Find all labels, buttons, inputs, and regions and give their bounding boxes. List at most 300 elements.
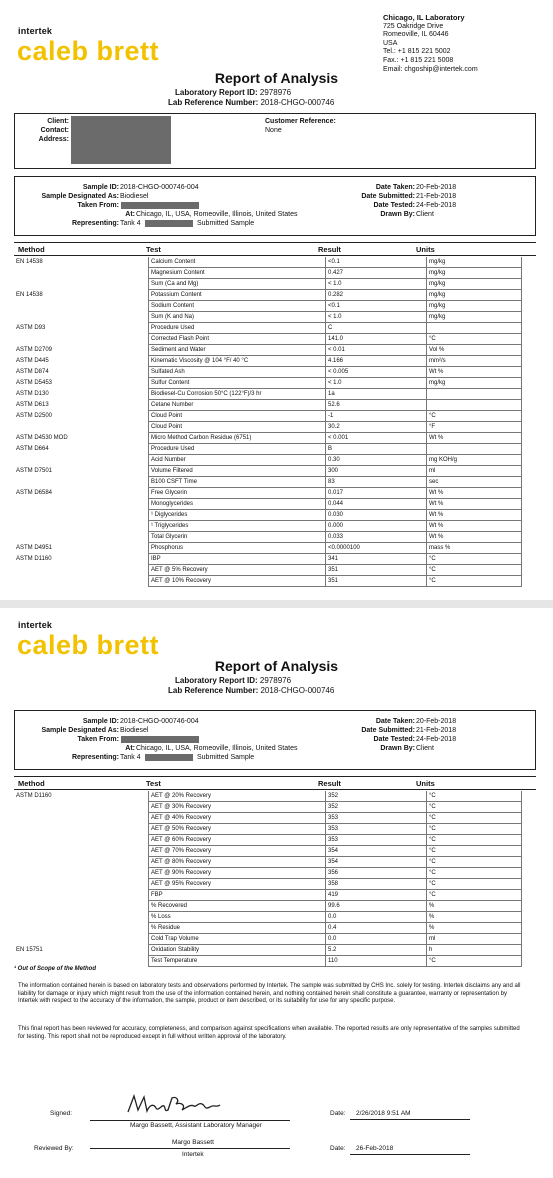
reviewed-date: 26-Feb-2018 xyxy=(356,1145,394,1152)
cell-method xyxy=(14,846,149,857)
cell-units: Vol % xyxy=(427,345,522,356)
caleb-brett-logo: caleb brett xyxy=(17,36,160,66)
disclaimer-text: The information contained herein is based on laboratory tests and observations performed by Intertek. The sample was submitted by CHS Inc. solely for testing. Intertek disclaims any and all liability for damage or injury which might result from the use of the information contained herein, and nothing contained herein shall constitute a guarantee, warranty or representation by Intertek with respect to the accuracy of the information, the sample, product or item described, or its suitability for use for any specific purpose. xyxy=(18,983,521,1004)
cell-units: °C xyxy=(427,879,522,890)
drawn-by-label: Drawn By: xyxy=(380,211,415,218)
cell-method: EN 14538 xyxy=(16,292,43,298)
lab-ref: 2018-CHGO-000746 xyxy=(260,686,335,695)
cell-result: 341 xyxy=(326,554,427,565)
cell-units: Wt % xyxy=(427,510,522,521)
cell-test: AET @ 30% Recovery xyxy=(149,802,326,813)
redacted-representing xyxy=(145,220,193,227)
caleb-brett-logo: caleb brett xyxy=(17,630,160,660)
cell-method xyxy=(14,901,149,912)
cell-units: sec xyxy=(427,477,522,488)
table-row xyxy=(14,290,522,301)
table-row xyxy=(14,356,522,367)
table-row xyxy=(14,945,522,956)
contact-label: Contact: xyxy=(40,127,69,134)
cell-result: 351 xyxy=(326,565,427,576)
drawn-by-label: Drawn By: xyxy=(380,745,415,752)
cell-method: ASTM D664 xyxy=(16,446,49,452)
cell-method: ASTM D4951 xyxy=(16,545,53,551)
signed-date-label: Date: xyxy=(330,1110,346,1117)
cell-method xyxy=(14,857,149,868)
cell-method xyxy=(14,301,149,312)
table-row xyxy=(14,846,522,857)
report-ids xyxy=(168,676,335,696)
cell-test: AET @ 10% Recovery xyxy=(149,576,326,587)
cell-result: C xyxy=(326,323,427,334)
cell-units: ml xyxy=(427,934,522,945)
client-box xyxy=(14,113,536,169)
divider xyxy=(14,789,536,790)
cell-units: mg/kg xyxy=(427,257,522,268)
table-row xyxy=(14,890,522,901)
sample-id-label: Sample ID: xyxy=(82,184,119,191)
cell-units: mg/kg xyxy=(427,279,522,290)
signer-name: Margo Bassett, Assistant Laboratory Manager xyxy=(130,1122,262,1129)
lab-line: Romeoville, IL 60446 xyxy=(383,31,449,39)
cell-result: 0.000 xyxy=(326,521,427,532)
cell-result: < 1.0 xyxy=(326,312,427,323)
lab-ref-label: Lab Reference Number: xyxy=(168,98,259,107)
cell-units: mg/kg xyxy=(427,290,522,301)
cell-test: Sodium Content xyxy=(149,301,326,312)
designated-label: Sample Designated As: xyxy=(41,727,119,734)
report-id-label: Laboratory Report ID: xyxy=(175,88,258,97)
table-row xyxy=(14,411,522,422)
date-line xyxy=(350,1119,470,1120)
table-row xyxy=(14,565,522,576)
cell-test: Volume Filtered xyxy=(149,466,326,477)
sample-id: 2018-CHGO-000746-004 xyxy=(120,718,199,725)
lab-name: Chicago, IL Laboratory xyxy=(383,13,465,22)
column-method: Method xyxy=(18,245,45,254)
column-method: Method xyxy=(18,779,45,788)
sample-box xyxy=(14,710,536,770)
cell-test: FBP xyxy=(149,890,326,901)
submitted-sample: Submitted Sample xyxy=(197,754,255,761)
cell-test: AET @ 5% Recovery xyxy=(149,565,326,576)
cell-method xyxy=(14,890,149,901)
redacted-taken-from xyxy=(121,736,199,743)
date-tested-label: Date Tested: xyxy=(373,202,415,209)
table-row xyxy=(14,378,522,389)
cell-units: °C xyxy=(427,791,522,802)
cell-test: Free Glycerin xyxy=(149,488,326,499)
cell-method: ASTM D1160 xyxy=(16,793,52,800)
cell-units: % xyxy=(427,901,522,912)
cell-test: Micro Method Carbon Residue (6751) xyxy=(149,433,326,444)
lab-line: USA xyxy=(383,39,398,47)
cell-method: ASTM D445 xyxy=(16,358,49,364)
divider xyxy=(14,255,536,256)
table-row xyxy=(14,279,522,290)
table-row xyxy=(14,824,522,835)
cell-test: Total Glycerin xyxy=(149,532,326,543)
cell-result: < 1.0 xyxy=(326,378,427,389)
cell-result: 0.30 xyxy=(326,455,427,466)
cell-test: AET @ 50% Recovery xyxy=(149,824,326,835)
drawn-by: Client xyxy=(416,211,434,218)
cell-result: 110 xyxy=(326,956,427,967)
redacted-client-info xyxy=(71,116,171,164)
report-id-label: Laboratory Report ID: xyxy=(175,676,258,685)
divider xyxy=(14,776,536,777)
cell-result: -1 xyxy=(326,411,427,422)
column-test: Test xyxy=(146,245,161,254)
cell-method: ASTM D1160 xyxy=(16,556,52,562)
cell-result: 0.017 xyxy=(326,488,427,499)
cell-method xyxy=(14,532,149,543)
cell-test: Procedure Used xyxy=(149,323,326,334)
representing-label: Representing: xyxy=(71,754,119,761)
cell-result: 354 xyxy=(326,857,427,868)
cell-result: 141.0 xyxy=(326,334,427,345)
representing-label: Representing: xyxy=(71,220,119,227)
cell-method xyxy=(14,802,149,813)
table-row xyxy=(14,956,522,967)
cell-test: AET @ 90% Recovery xyxy=(149,868,326,879)
cell-units: °C xyxy=(427,835,522,846)
cell-method xyxy=(14,565,149,576)
table-row xyxy=(14,868,522,879)
page-separator xyxy=(0,600,553,608)
cell-test: AET @ 20% Recovery xyxy=(149,791,326,802)
signed-label: Signed: xyxy=(50,1110,73,1117)
customer-ref-label: Customer Reference: xyxy=(265,118,336,125)
handwritten-signature-icon xyxy=(120,1092,240,1118)
cell-method: EN 15751 xyxy=(16,947,43,953)
cell-units: °C xyxy=(427,868,522,879)
cell-result: < 1.0 xyxy=(326,279,427,290)
representing: Tank 4 xyxy=(120,754,141,761)
cell-method xyxy=(14,334,149,345)
cell-method: EN 14538 xyxy=(16,259,43,266)
cell-method xyxy=(14,956,149,967)
cell-units: h xyxy=(427,945,522,956)
cell-method xyxy=(14,576,149,587)
date-submitted-label: Date Submitted: xyxy=(361,727,415,734)
cell-test: Acid Number xyxy=(149,455,326,466)
cell-method xyxy=(14,934,149,945)
cell-test: Test Temperature xyxy=(149,956,326,967)
cell-units: mg/kg xyxy=(427,301,522,312)
date-tested-label: Date Tested: xyxy=(373,736,415,743)
lab-ref: 2018-CHGO-000746 xyxy=(260,98,335,107)
sample-box xyxy=(14,176,536,236)
cell-units xyxy=(427,400,522,411)
table-row xyxy=(14,857,522,868)
results-table-page-2 xyxy=(14,791,522,967)
cell-method xyxy=(14,312,149,323)
column-test: Test xyxy=(146,779,161,788)
cell-method xyxy=(14,923,149,934)
reviewer-org: Intertek xyxy=(182,1151,204,1158)
cell-result: 419 xyxy=(326,890,427,901)
reviewer-name: Margo Bassett xyxy=(172,1139,214,1146)
cell-method xyxy=(14,422,149,433)
table-row xyxy=(14,521,522,532)
table-row xyxy=(14,433,522,444)
table-row xyxy=(14,422,522,433)
sample-id: 2018-CHGO-000746-004 xyxy=(120,184,199,191)
cell-units xyxy=(427,444,522,455)
table-row xyxy=(14,477,522,488)
table-row xyxy=(14,576,522,587)
cell-method: ASTM D613 xyxy=(16,402,49,408)
signed-date: 2/26/2018 9:51 AM xyxy=(356,1110,411,1117)
cell-method xyxy=(14,835,149,846)
cell-units: mass % xyxy=(427,543,522,554)
cell-method: ASTM D7501 xyxy=(16,468,53,474)
date-taken-label: Date Taken: xyxy=(375,718,415,725)
cell-test: Monoglycerides xyxy=(149,499,326,510)
redacted-taken-from xyxy=(121,202,199,209)
at-label: At: xyxy=(125,211,135,218)
reviewer-line xyxy=(90,1148,290,1149)
submitted-sample: Submitted Sample xyxy=(197,220,255,227)
cell-units: mg/kg xyxy=(427,378,522,389)
table-row xyxy=(14,532,522,543)
cell-method xyxy=(14,279,149,290)
table-row xyxy=(14,813,522,824)
cell-method xyxy=(14,824,149,835)
cell-test: ¹ Triglycerides xyxy=(149,521,326,532)
column-result: Result xyxy=(318,245,341,254)
cell-test: AET @ 70% Recovery xyxy=(149,846,326,857)
representing: Tank 4 xyxy=(120,220,141,227)
cell-result: 0.427 xyxy=(326,268,427,279)
table-row xyxy=(14,554,522,565)
cell-method xyxy=(14,879,149,890)
cell-result: 353 xyxy=(326,824,427,835)
cell-test: % Recovered xyxy=(149,901,326,912)
table-row xyxy=(14,912,522,923)
cell-test: Sum (K and Na) xyxy=(149,312,326,323)
cell-result: <0.1 xyxy=(326,257,427,268)
cell-result: 0.044 xyxy=(326,499,427,510)
cell-result: 352 xyxy=(326,802,427,813)
cell-result: 99.6 xyxy=(326,901,427,912)
table-row xyxy=(14,400,522,411)
drawn-by: Client xyxy=(416,745,434,752)
table-row xyxy=(14,934,522,945)
cell-test: Procedure Used xyxy=(149,444,326,455)
cell-method: ASTM D5453 xyxy=(16,380,53,386)
cell-result: 1a xyxy=(326,389,427,400)
cell-method: ASTM D2709 xyxy=(16,347,53,353)
date-submitted-label: Date Submitted: xyxy=(361,193,415,200)
cell-units: % xyxy=(427,923,522,934)
cell-test: Sum (Ca and Mg) xyxy=(149,279,326,290)
report-page-2 xyxy=(0,608,553,1178)
report-title: Report of Analysis xyxy=(214,70,339,86)
results-table-page-1 xyxy=(14,257,522,587)
signature xyxy=(120,1092,240,1118)
cell-result: 352 xyxy=(326,791,427,802)
table-row xyxy=(14,499,522,510)
cell-result: 52.6 xyxy=(326,400,427,411)
table-row xyxy=(14,466,522,477)
cell-test: ¹ Diglycerides xyxy=(149,510,326,521)
cell-result: 300 xyxy=(326,466,427,477)
designated: Biodiesel xyxy=(120,193,149,200)
cell-test: Biodiesel-Cu Corrosion 50°C (122°F)/3 hr xyxy=(149,389,326,400)
cell-method xyxy=(14,813,149,824)
intertek-wordmark: intertek xyxy=(18,26,53,36)
cell-result: 4.166 xyxy=(326,356,427,367)
at-location: Chicago, IL, USA, Romeoville, Illinois, United States xyxy=(136,211,298,218)
cell-method: ASTM D4530 MOD xyxy=(16,435,68,441)
cell-method xyxy=(14,455,149,466)
cell-test: Magnesium Content xyxy=(149,268,326,279)
cell-method: ASTM D93 xyxy=(16,325,46,331)
lab-line: 725 Oakridge Drive xyxy=(383,22,444,30)
lab-ref-label: Lab Reference Number: xyxy=(168,686,259,695)
report-id: 2978976 xyxy=(259,676,292,685)
lab-address-block xyxy=(383,14,478,74)
address-label: Address: xyxy=(38,136,69,143)
cell-result: 0.4 xyxy=(326,923,427,934)
cell-method xyxy=(14,510,149,521)
cell-result: 353 xyxy=(326,835,427,846)
cell-result: 0.0 xyxy=(326,912,427,923)
cell-units: °C xyxy=(427,813,522,824)
table-row xyxy=(14,879,522,890)
cell-test: B100 CSFT Time xyxy=(149,477,326,488)
cell-test: Calcium Content xyxy=(149,257,326,268)
cell-method: ASTM D6584 xyxy=(16,490,53,496)
cell-test: AET @ 40% Recovery xyxy=(149,813,326,824)
table-row xyxy=(14,455,522,466)
date-submitted: 21-Feb-2018 xyxy=(416,727,457,734)
cell-method xyxy=(14,477,149,488)
date-tested: 24-Feb-2018 xyxy=(416,202,457,209)
cell-units: °C xyxy=(427,956,522,967)
table-row xyxy=(14,802,522,813)
cell-test: % Residue xyxy=(149,923,326,934)
cell-result: 5.2 xyxy=(326,945,427,956)
date-taken: 20-Feb-2018 xyxy=(416,718,457,725)
cell-units: % xyxy=(427,912,522,923)
cell-result: 0.033 xyxy=(326,532,427,543)
cell-test: Sediment and Water xyxy=(149,345,326,356)
date-taken-label: Date Taken: xyxy=(375,184,415,191)
reviewed-date-label: Date: xyxy=(330,1145,346,1152)
cell-units xyxy=(427,323,522,334)
customer-ref: None xyxy=(265,127,282,134)
cell-units: °C xyxy=(427,846,522,857)
final-report-text: This final report has been reviewed for accuracy, completeness, and comparison against specifications when available. The reported results are only representative of the samples submitted for testing. This report shall not be reproduced except in full without written approval of the laboratory. xyxy=(18,1026,520,1040)
intertek-wordmark: intertek xyxy=(18,620,53,630)
cell-units: °C xyxy=(427,554,522,565)
cell-test: Cloud Point xyxy=(149,411,326,422)
report-title: Report of Analysis xyxy=(214,658,339,674)
sample-id-label: Sample ID: xyxy=(82,718,119,725)
cell-method xyxy=(14,868,149,879)
cell-test: AET @ 95% Recovery xyxy=(149,879,326,890)
report-id: 2978976 xyxy=(259,88,292,97)
cell-result: 356 xyxy=(326,868,427,879)
divider xyxy=(14,242,536,243)
cell-units: °C xyxy=(427,334,522,345)
cell-units xyxy=(427,389,522,400)
cell-test: IBP xyxy=(149,554,326,565)
lab-line: Fax.: +1 815 221 5008 xyxy=(383,56,454,64)
cell-method xyxy=(14,268,149,279)
date-submitted: 21-Feb-2018 xyxy=(416,193,457,200)
designated-label: Sample Designated As: xyxy=(41,193,119,200)
cell-test: Sulfur Content xyxy=(149,378,326,389)
cell-units: Wt % xyxy=(427,499,522,510)
at-location: Chicago, IL, USA, Romeoville, Illinois, United States xyxy=(136,745,298,752)
cell-result: 353 xyxy=(326,813,427,824)
cell-result: <0.1 xyxy=(326,301,427,312)
table-row xyxy=(14,923,522,934)
table-row xyxy=(14,323,522,334)
cell-method xyxy=(14,521,149,532)
cell-test: Phosphorus xyxy=(149,543,326,554)
cell-test: Potassium Content xyxy=(149,290,326,301)
cell-units: °C xyxy=(427,411,522,422)
cell-units: mg/kg xyxy=(427,268,522,279)
cell-test: Sulfated Ash xyxy=(149,367,326,378)
cell-test: % Loss xyxy=(149,912,326,923)
cell-units: °C xyxy=(427,802,522,813)
cell-result: <0.0000100 xyxy=(326,543,427,554)
cell-result: 0.0 xyxy=(326,934,427,945)
cell-result: 0.282 xyxy=(326,290,427,301)
designated: Biodiesel xyxy=(120,727,149,734)
cell-units: ml xyxy=(427,466,522,477)
cell-result: < 0.005 xyxy=(326,367,427,378)
cell-units: °C xyxy=(427,857,522,868)
table-row xyxy=(14,901,522,912)
column-units: Units xyxy=(416,245,435,254)
lab-line: Tel.: +1 815 221 5002 xyxy=(383,48,451,56)
column-units: Units xyxy=(416,779,435,788)
cell-result: 30.2 xyxy=(326,422,427,433)
cell-units: Wt % xyxy=(427,433,522,444)
cell-test: Oxidation Stability xyxy=(149,945,326,956)
client-label: Client: xyxy=(47,118,69,125)
cell-result: 0.030 xyxy=(326,510,427,521)
table-row xyxy=(14,835,522,846)
cell-result: < 0.001 xyxy=(326,433,427,444)
cell-test: Cloud Point xyxy=(149,422,326,433)
cell-units: °C xyxy=(427,576,522,587)
cell-result: 83 xyxy=(326,477,427,488)
reviewed-by-label: Reviewed By: xyxy=(34,1145,74,1152)
cell-units: °C xyxy=(427,824,522,835)
cell-method xyxy=(14,499,149,510)
lab-line: Email: chgoship@intertek.com xyxy=(383,65,478,73)
table-row xyxy=(14,444,522,455)
cell-result: 351 xyxy=(326,576,427,587)
table-row xyxy=(14,301,522,312)
cell-result: < 0.01 xyxy=(326,345,427,356)
cell-result: 354 xyxy=(326,846,427,857)
cell-units: mg/kg xyxy=(427,312,522,323)
at-label: At: xyxy=(125,745,135,752)
cell-units: °C xyxy=(427,890,522,901)
reviewed-date-line xyxy=(350,1154,470,1155)
column-result: Result xyxy=(318,779,341,788)
cell-test: Cold Trap Volume xyxy=(149,934,326,945)
cell-test: Corrected Flash Point xyxy=(149,334,326,345)
